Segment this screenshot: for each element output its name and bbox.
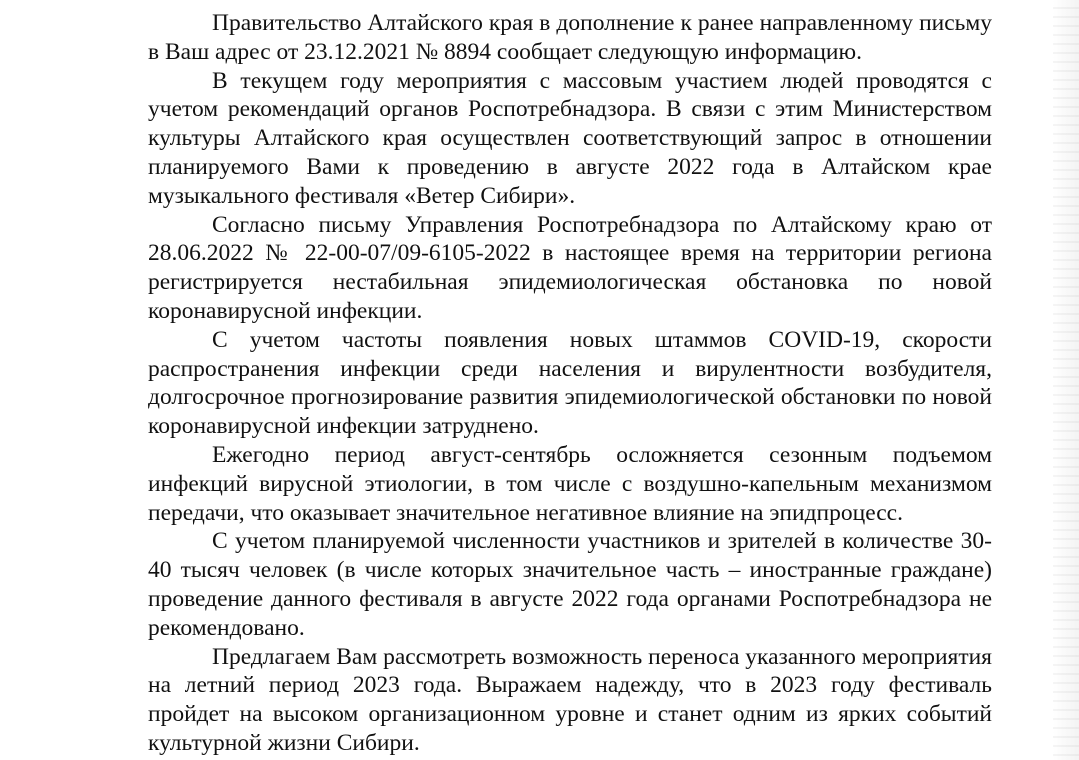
paragraph-seasonal-rise: Ежегодно период август-сентябрь осложняется сезонным подъемом инфекций вирусной этиологии, в том числе с воздушно-капельным механизмом передачи, что оказывает значительное негативное влияние на эпидпроцесс. <box>148 441 992 526</box>
letter-body <box>148 9 992 758</box>
scan-edge <box>1053 0 1079 760</box>
paragraph-intro: Правительство Алтайского края в дополнение к ранее направленному письму в Ваш адрес от 23.12.2021 № 8894 сообщает следующую информацию. <box>148 10 992 65</box>
paragraph-rospotrebnadzor-request: В текущем году мероприятия с массовым участием людей проводятся с учетом рекомендаций органов Роспотребнадзора. В связи с этим Министерством культуры Алтайского края осуществлен соответствующий запрос в отношении планируемого Вами к проведению в августе 2022 года в Алтайском крае музыкального фестиваля «Ветер Сибири». <box>148 67 992 209</box>
paragraph-postpone-proposal: Предлагаем Вам рассмотреть возможность переноса указанного мероприятия на летний период 2023 года. Выражаем надежду, что в 2023 году фестиваль пройдет на высоком организационном уровне и станет одним из ярких событий культурной жизни Сибири. <box>148 643 992 756</box>
paragraph-covid-forecast: С учетом частоты появления новых штаммов COVID-19, скорости распространения инфекции среди населения и вирулентности возбудителя, долгосрочное прогнозирование развития эпидемиологической обстановки по новой коронавирусной инфекции затруднено. <box>148 326 992 440</box>
paragraph-epidemic-situation: Согласно письму Управления Роспотребнадзора по Алтайскому краю от 28.06.2022 № 22-00-07/09-6105-2022 в настоящее время на территории региона регистрируется нестабильная эпидемиологическая обстановка по новой коронавирусной инфекции. <box>148 211 992 324</box>
paragraph-not-recommended: С учетом планируемой численности участников и зрителей в количестве 30-40 тысяч человек (в числе которых значительное часть – иностранные граждане) проведение данного фестиваля в августе 2022 года органами Роспотребнадзора не рекомендовано. <box>148 528 992 641</box>
